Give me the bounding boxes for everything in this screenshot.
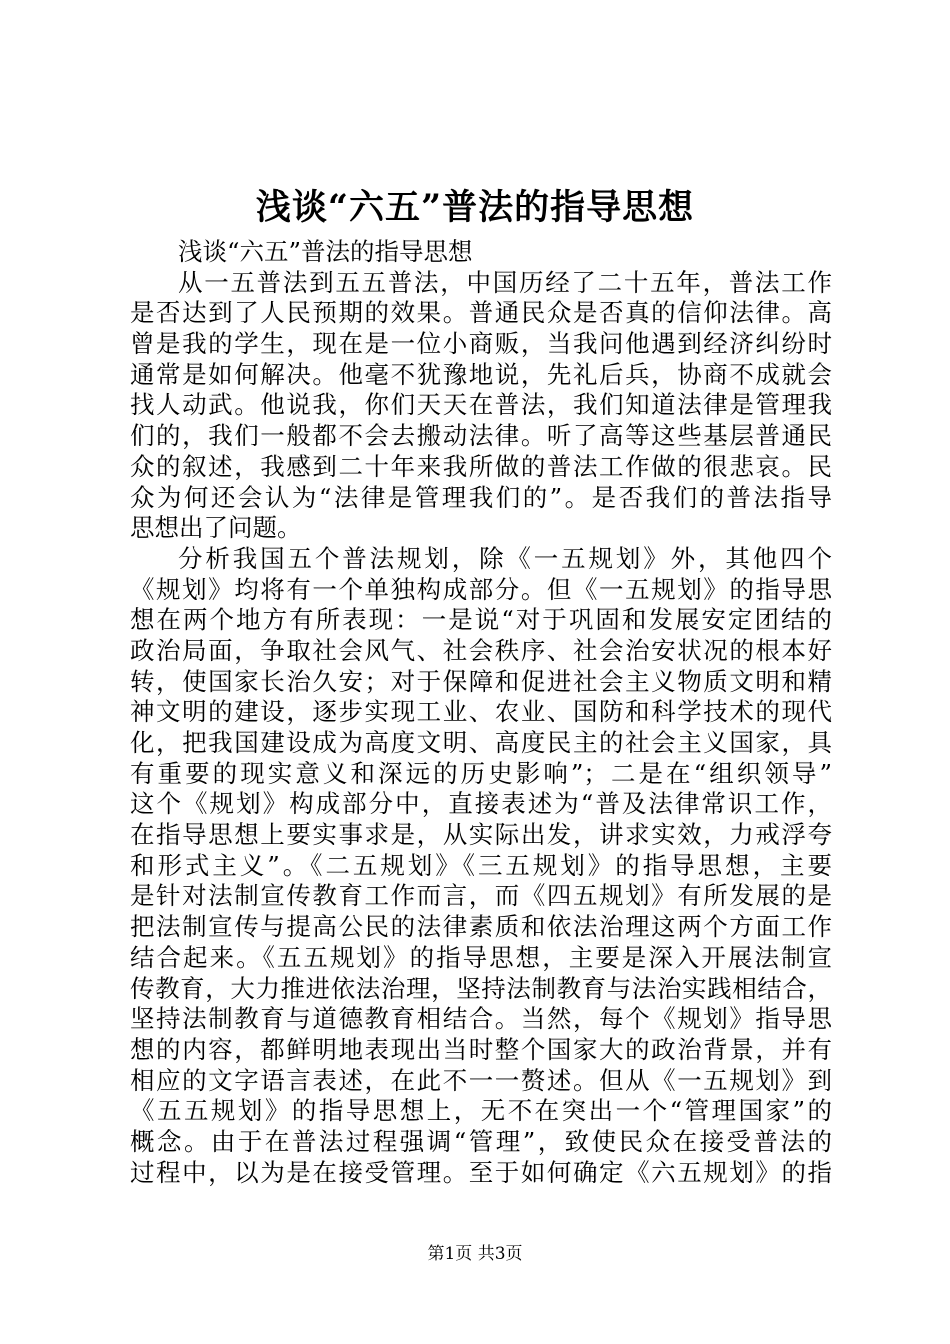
paragraph-2-line: 《五五规划》的指导思想上，无不在突出一个“管理国家”的 bbox=[130, 1096, 832, 1126]
paragraph-2-line: 过程中，以为是在接受管理。至于如何确定《六五规划》的指 bbox=[130, 1157, 832, 1187]
paragraph-1-line: 曾是我的学生，现在是一位小商贩，当我问他遇到经济纠纷时 bbox=[130, 329, 832, 359]
paragraph-2-line: 《规划》均将有一个单独构成部分。但《一五规划》的指导思 bbox=[130, 574, 832, 604]
paragraph-2-line: 在指导思想上要实事求是，从实际出发，讲求实效，力戒浮夸 bbox=[130, 820, 832, 850]
paragraph-2-line: 把法制宣传与提高公民的法律素质和依法治理这两个方面工作 bbox=[130, 912, 832, 942]
page-number-footer: 第1页 共3页 bbox=[427, 1244, 523, 1264]
paragraph-2-line: 想的内容，都鲜明地表现出当时整个国家大的政治背景，并有 bbox=[130, 1034, 832, 1064]
paragraph-1-line: 思想出了问题。 bbox=[130, 513, 302, 543]
paragraph-2-line: 传教育，大力推进依法治理，坚持法制教育与法治实践相结合， bbox=[130, 973, 832, 1003]
paragraph-2-line: 相应的文字语言表述，在此不一一赘述。但从《一五规划》到 bbox=[130, 1065, 832, 1095]
paragraph-2-line: 转，使国家长治久安；对于保障和促进社会主义物质文明和精 bbox=[130, 666, 832, 696]
paragraph-1-line: 是否达到了人民预期的效果。普通民众是否真的信仰法律。高 bbox=[130, 298, 832, 328]
document-title: 浅谈“六五”普法的指导思想 bbox=[255, 187, 695, 228]
paragraph-2-line: 和形式主义”。《二五规划》《三五规划》的指导思想，主要 bbox=[130, 850, 832, 880]
subtitle-line: 浅谈“六五”普法的指导思想 bbox=[178, 237, 473, 266]
paragraph-1-line: 们的，我们一般都不会去搬动法律。听了高等这些基层普通民 bbox=[130, 421, 832, 451]
paragraph-2-line: 概念。由于在普法过程强调“管理”，致使民众在接受普法的 bbox=[130, 1126, 832, 1156]
paragraph-1-line: 众的叙述，我感到二十年来我所做的普法工作做的很悲哀。民 bbox=[130, 451, 832, 481]
paragraph-2-line: 想在两个地方有所表现：一是说“对于巩固和发展安定团结的 bbox=[130, 605, 832, 635]
paragraph-1-line: 从一五普法到五五普法，中国历经了二十五年，普法工作 bbox=[178, 267, 832, 297]
paragraph-1-line: 众为何还会认为“法律是管理我们的”。是否我们的普法指导 bbox=[130, 482, 832, 512]
paragraph-2-line: 有重要的现实意义和深远的历史影响”；二是在“组织领导” bbox=[130, 758, 832, 788]
paragraph-2-line: 坚持法制教育与道德教育相结合。当然，每个《规划》指导思 bbox=[130, 1004, 832, 1034]
paragraph-2-line: 神文明的建设，逐步实现工业、农业、国防和科学技术的现代 bbox=[130, 697, 832, 727]
document-body bbox=[130, 237, 832, 1188]
paragraph-2-line: 化，把我国建设成为高度文明、高度民主的社会主义国家，具 bbox=[130, 728, 832, 757]
paragraph-2-line: 分析我国五个普法规划，除《一五规划》外，其他四个 bbox=[178, 543, 832, 573]
paragraph-2-line: 是针对法制宣传教育工作而言，而《四五规划》有所发展的是 bbox=[130, 881, 832, 911]
paragraph-1-line: 找人动武。他说我，你们天天在普法，我们知道法律是管理我 bbox=[130, 390, 832, 420]
paragraph-2-line: 这个《规划》构成部分中，直接表述为“普及法律常识工作， bbox=[130, 789, 832, 819]
paragraph-2-line: 结合起来。《五五规划》的指导思想，主要是深入开展法制宣 bbox=[130, 942, 832, 972]
paragraph-1-line: 通常是如何解决。他毫不犹豫地说，先礼后兵，协商不成就会 bbox=[130, 359, 832, 389]
paragraph-2-line: 政治局面，争取社会风气、社会秩序、社会治安状况的根本好 bbox=[130, 635, 832, 665]
